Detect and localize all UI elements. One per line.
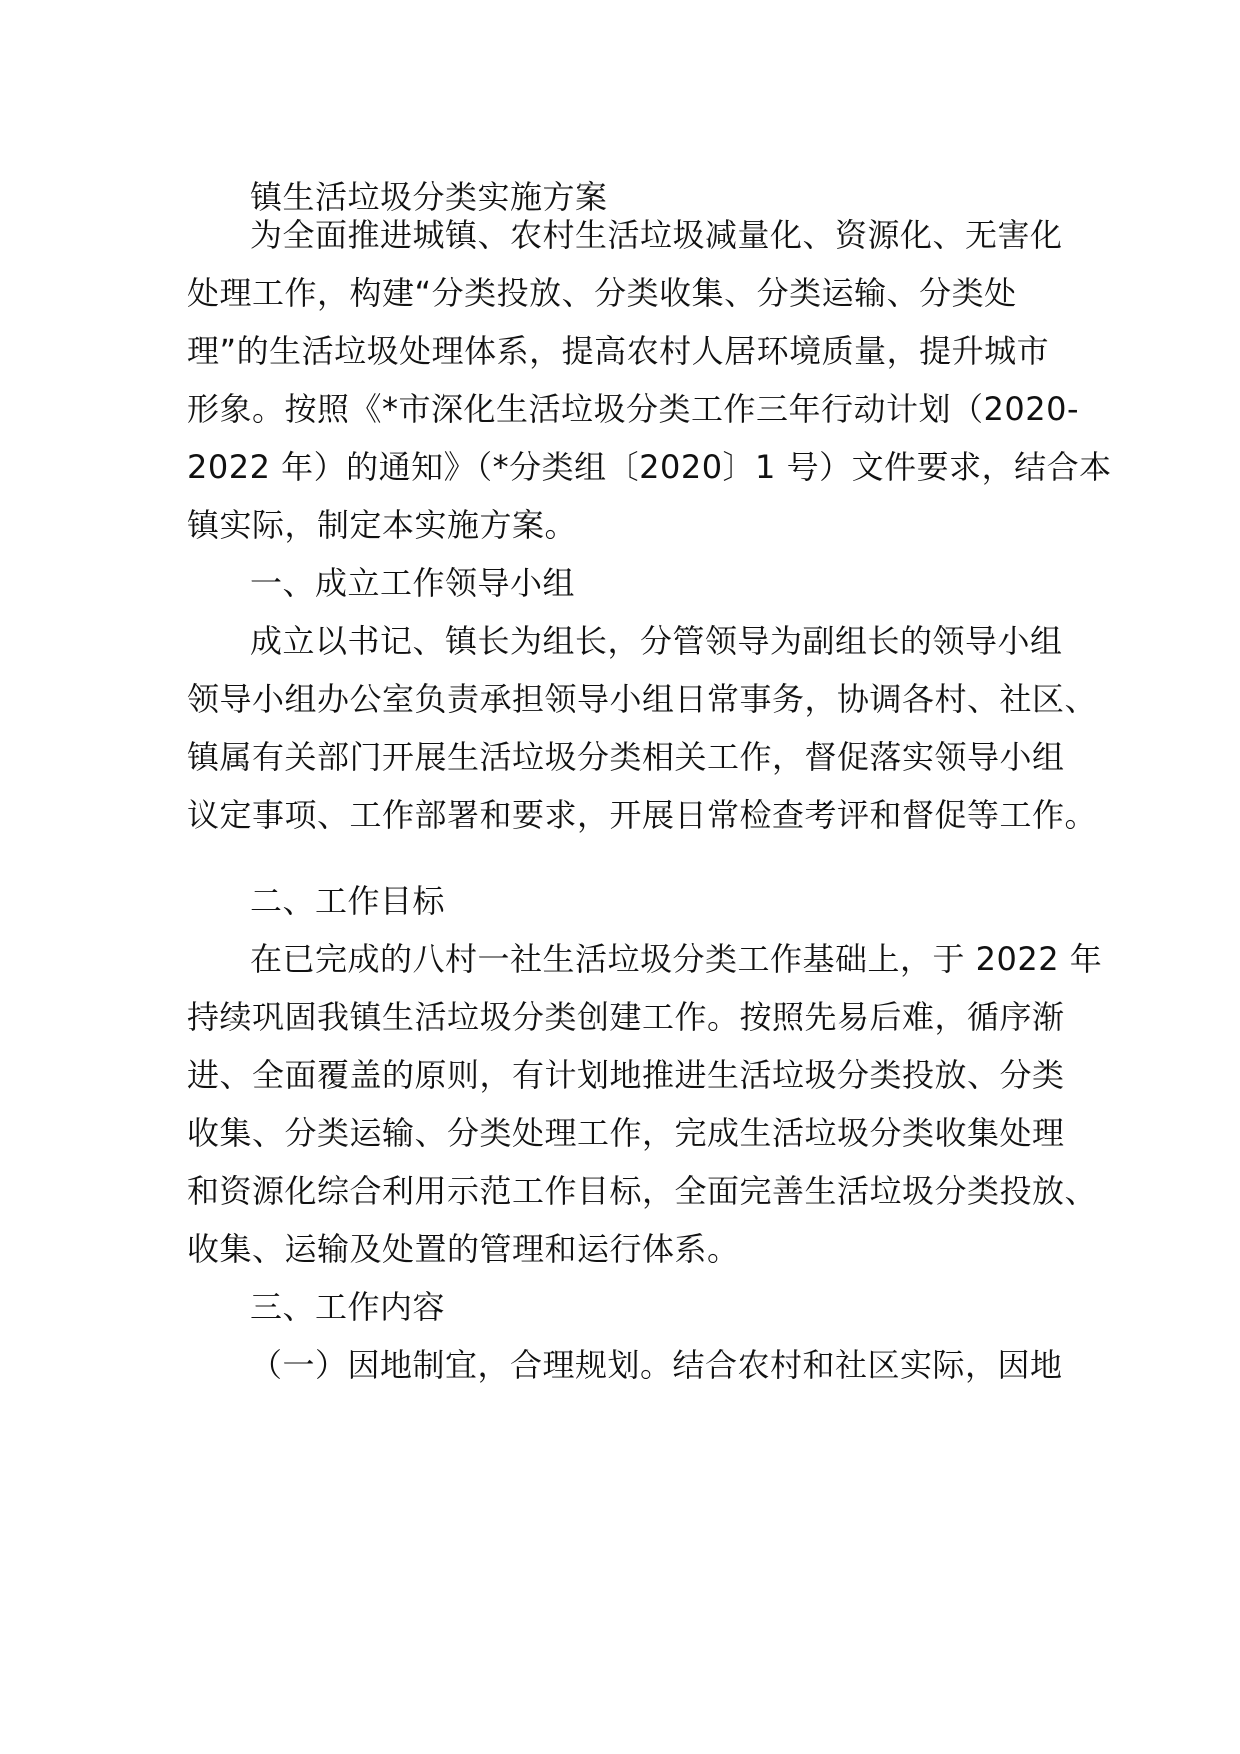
section-2-line-3: 进、全面覆盖的原则，有计划地推进生活垃圾分类投放、分类: [187, 1056, 1065, 1094]
section-1-heading: 一、成立工作领导小组: [250, 564, 576, 602]
intro-line-5: 2022 年）的通知》（*分类组〔2020〕1 号）文件要求，结合本: [187, 448, 1112, 486]
section-2-line-4: 收集、分类运输、分类处理工作，完成生活垃圾分类收集处理: [187, 1114, 1065, 1152]
document-title: 镇生活垃圾分类实施方案: [250, 178, 608, 216]
section-1-line-1: 成立以书记、镇长为组长，分管领导为副组长的领导小组: [250, 622, 1063, 660]
intro-line-2: 处理工作，构建“分类投放、分类收集、分类运输、分类处: [187, 274, 1017, 312]
section-3-heading: 三、工作内容: [250, 1288, 446, 1326]
section-1-line-4: 议定事项、工作部署和要求，开展日常检查考评和督促等工作。: [187, 796, 1098, 834]
intro-line-6: 镇实际，制定本实施方案。: [187, 506, 578, 544]
intro-line-4: 形象。按照《*市深化生活垃圾分类工作三年行动计划（2020-: [187, 390, 1079, 428]
intro-line-3: 理”的生活垃圾处理体系，提高农村人居环境质量，提升城市: [187, 332, 1050, 370]
section-2-line-5: 和资源化综合利用示范工作目标，全面完善生活垃圾分类投放、: [187, 1172, 1098, 1210]
section-2-line-2: 持续巩固我镇生活垃圾分类创建工作。按照先易后难，循序渐: [187, 998, 1065, 1036]
section-1-line-2: 领导小组办公室负责承担领导小组日常事务，协调各村、社区、: [187, 680, 1098, 718]
section-1-line-3: 镇属有关部门开展生活垃圾分类相关工作，督促落实领导小组: [187, 738, 1065, 776]
section-2-line-1: 在已完成的八村一社生活垃圾分类工作基础上，于 2022 年: [250, 940, 1103, 978]
section-2-line-6: 收集、运输及处置的管理和运行体系。: [187, 1230, 740, 1268]
section-3-line-1: （一）因地制宜，合理规划。结合农村和社区实际，因地: [250, 1346, 1063, 1384]
intro-line-1: 为全面推进城镇、农村生活垃圾减量化、资源化、无害化: [250, 216, 1063, 254]
section-2-heading: 二、工作目标: [250, 882, 446, 920]
